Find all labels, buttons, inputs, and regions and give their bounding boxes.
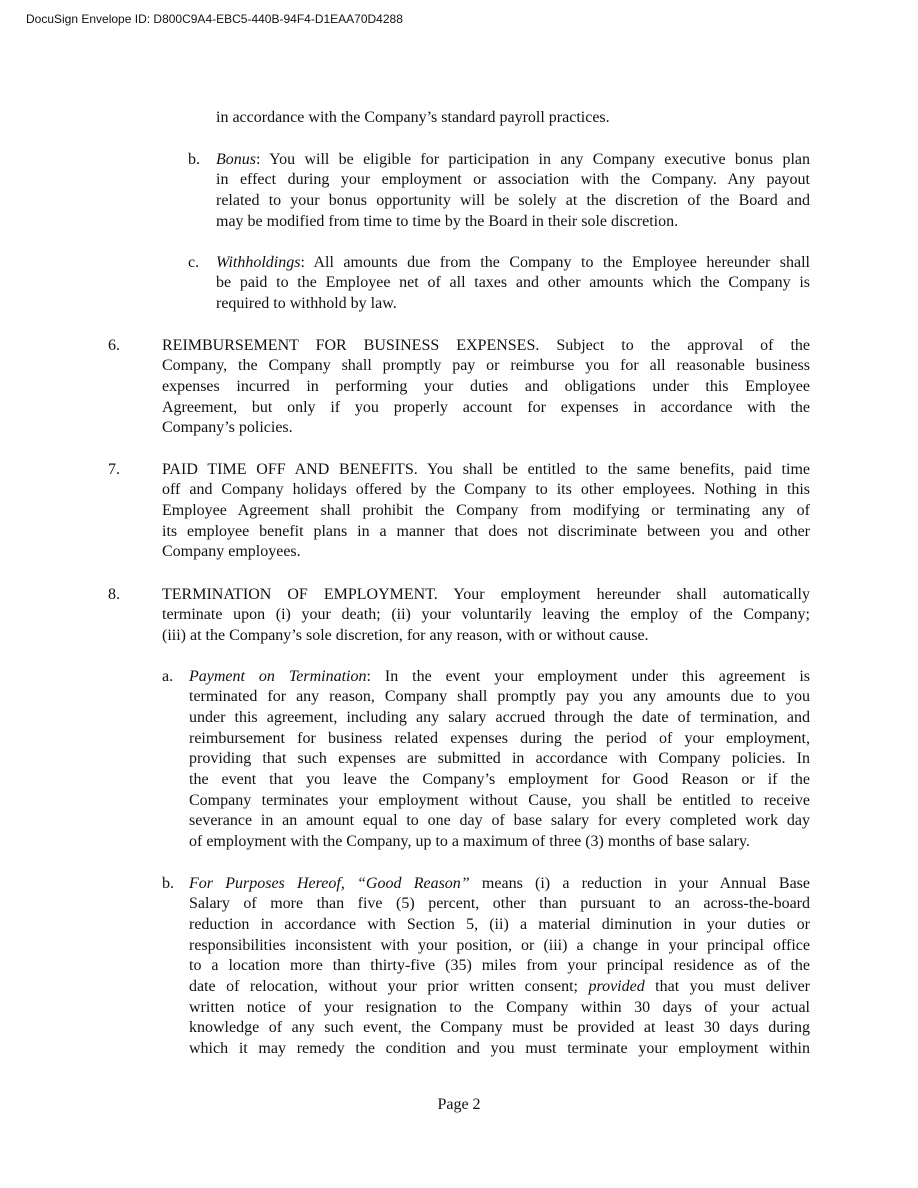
text-run: PAID TIME OFF AND BENEFITS. You shall be entitled to the same benefits, paid time <box>162 460 810 478</box>
italic-term: For Purposes Hereof, “Good Reason” <box>189 874 470 892</box>
text-run: reimbursement for business related expenses during the period of your employment, <box>189 729 810 747</box>
text-run: in effect during your employment or association with the Company. Any payout <box>216 171 810 189</box>
text-line <box>216 273 810 294</box>
page-number: Page 2 <box>437 1096 481 1113</box>
text-run: : All amounts due from the Company to the Employee hereunder shall <box>300 253 810 271</box>
text-line <box>189 874 810 895</box>
text-line <box>189 998 810 1019</box>
text-line <box>162 377 810 398</box>
text-run: off and Company holidays offered by the Company to its other employees. Nothing in this <box>162 481 810 499</box>
text-run: to a location more than thirty-five (35) miles from your principal residence as of the <box>189 957 810 975</box>
text-line <box>162 542 810 563</box>
text-run: means (i) a reduction in your Annual Base <box>469 874 811 892</box>
text-line <box>189 832 810 853</box>
text-run: Company employees. <box>162 543 301 561</box>
text-run: Salary of more than five (5) percent, other than pursuant to an across-the-board <box>189 895 810 913</box>
text-line <box>216 191 810 212</box>
docusign-envelope-id: DocuSign Envelope ID: D800C9A4-EBC5-440B-94F4-D1EAA70D4288 <box>26 12 403 26</box>
text-run: : You will be eligible for participation in any Company executive bonus plan <box>256 150 810 168</box>
text-run: which it may remedy the condition and you must terminate your employment within <box>189 1040 810 1058</box>
text-run: responsibilities inconsistent with your position, or (iii) a change in your principal office <box>189 936 810 954</box>
text-line <box>189 770 810 791</box>
text-line <box>162 398 810 419</box>
text-line <box>189 936 810 957</box>
text-run: severance in an amount equal to one day of base salary for every completed work day <box>189 812 810 830</box>
text-run: of employment with the Company, up to a maximum of three (3) months of base salary. <box>189 833 750 851</box>
text-line <box>189 687 810 708</box>
text-line <box>189 749 810 770</box>
text-line <box>189 729 810 750</box>
list-marker: a. <box>162 667 174 685</box>
text-run: TERMINATION OF EMPLOYMENT. Your employment hereunder shall automatically <box>162 585 810 603</box>
list-marker: c. <box>188 253 200 271</box>
text-line <box>189 956 810 977</box>
text-run: (iii) at the Company’s sole discretion, for any reason, with or without cause. <box>162 627 649 645</box>
text-line <box>189 708 810 729</box>
list-marker: 8. <box>108 585 120 603</box>
text-line <box>162 626 810 647</box>
text-run: its employee benefit plans in a manner that does not discriminate between you and other <box>162 522 810 540</box>
list-marker: b. <box>162 874 174 892</box>
text-line <box>162 336 810 357</box>
italic-term: Payment on Termination <box>189 667 367 685</box>
text-run: that you must deliver <box>644 978 811 996</box>
text-line <box>189 667 810 688</box>
list-marker: 7. <box>108 460 120 478</box>
text-run: date of relocation, without your prior written consent; <box>189 978 589 996</box>
italic-term: Withholdings <box>216 253 301 271</box>
text-line <box>189 977 810 998</box>
text-line <box>216 150 810 171</box>
text-run: related to your bonus opportunity will be solely at the discretion of the Board and <box>216 192 810 210</box>
text-line <box>162 501 810 522</box>
text-run: may be modified from time to time by the Board in their sole discretion. <box>216 212 679 230</box>
text-line <box>162 356 810 377</box>
list-marker: 6. <box>108 336 120 354</box>
text-run: written notice of your resignation to the Company within 30 days of your actual <box>189 998 810 1016</box>
text-line <box>216 294 810 315</box>
text-line <box>162 585 810 606</box>
text-run: Company terminates your employment without Cause, you shall be entitled to receive <box>189 791 810 809</box>
text-line <box>162 460 810 481</box>
text-run: the event that you leave the Company’s employment for Good Reason or if the <box>189 771 810 789</box>
text-line <box>189 894 810 915</box>
text-run: knowledge of any such event, the Company must be provided at least 30 days during <box>189 1019 810 1037</box>
text-line <box>189 1039 810 1060</box>
text-run: reduction in accordance with Section 5, (ii) a material diminution in your duties or <box>189 916 810 934</box>
text-line <box>189 1018 810 1039</box>
text-run: Company’s policies. <box>162 419 293 437</box>
text-line <box>216 108 810 129</box>
text-line <box>162 522 810 543</box>
text-run: required to withhold by law. <box>216 295 397 313</box>
text-line <box>216 170 810 191</box>
text-run: : In the event your employment under this agreement is <box>366 667 811 685</box>
list-marker: b. <box>188 150 200 168</box>
text-run: under this agreement, including any salary accrued through the date of termination, and <box>189 709 810 727</box>
text-run: expenses incurred in performing your duties and obligations under this Employee <box>162 378 810 396</box>
text-run: be paid to the Employee net of all taxes and other amounts which the Company is <box>216 274 810 292</box>
text-line <box>189 791 810 812</box>
text-line <box>216 212 810 233</box>
text-run: REIMBURSEMENT FOR BUSINESS EXPENSES. Subject to the approval of the <box>162 336 810 354</box>
text-run: terminated for any reason, Company shall promptly pay you any amounts due to you <box>189 688 810 706</box>
text-line <box>162 480 810 501</box>
text-run: Agreement, but only if you properly account for expenses in accordance with the <box>162 398 810 416</box>
italic-term: provided <box>588 978 645 996</box>
text-run: Employee Agreement shall prohibit the Company from modifying or terminating any of <box>162 502 810 520</box>
text-run: terminate upon (i) your death; (ii) your voluntarily leaving the employ of the Company; <box>162 606 810 624</box>
text-line <box>162 418 810 439</box>
text-run: providing that such expenses are submitted in accordance with Company policies. In <box>189 750 810 768</box>
text-line <box>162 605 810 626</box>
text-run: Company, the Company shall promptly pay or reimburse you for all reasonable business <box>162 357 810 375</box>
text-line <box>216 253 810 274</box>
text-line <box>189 915 810 936</box>
text-line <box>189 811 810 832</box>
italic-term: Bonus <box>216 150 256 168</box>
text-run: in accordance with the Company’s standard payroll practices. <box>216 108 610 126</box>
